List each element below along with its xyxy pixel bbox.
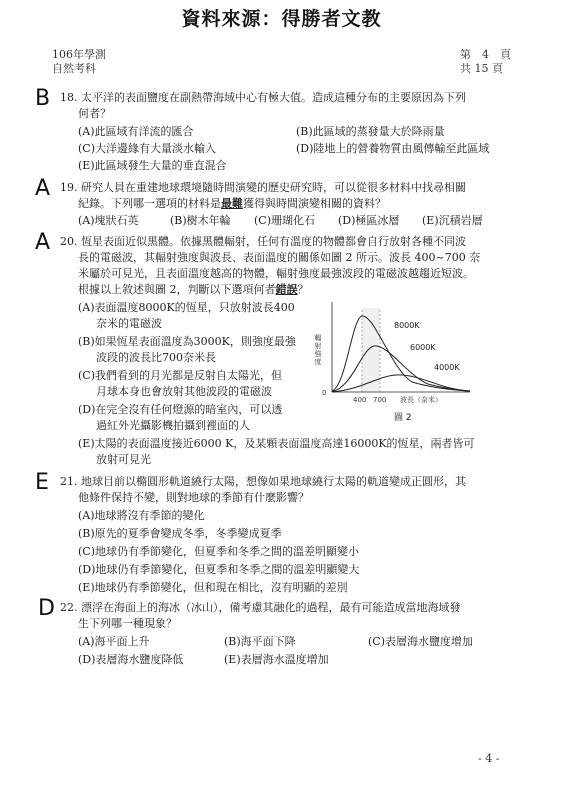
q20-stem-part3: ？ bbox=[297, 283, 309, 296]
handwritten-answer-22: D bbox=[38, 596, 55, 621]
q20-option-d-cont: 過紅外光攝影機拍攝到裡面的人 bbox=[96, 419, 250, 432]
q19-stem-part3: 獲得與時間演變相關的資料？ bbox=[243, 197, 386, 210]
q18-stem-cont: 何者？ bbox=[78, 107, 111, 120]
q22-option-d: (D)表層海水鹽度降低 bbox=[78, 653, 184, 666]
q21-option-a: (A)地球將沒有季節的變化 bbox=[78, 509, 205, 522]
q20-option-c-cont: 月球本身也會放射其他波段的電磁波 bbox=[96, 385, 272, 398]
q20-stem-line3: 米屬於可見光，且表面溫度越高的物體，輻射強度最強波段的電磁波越趨近短波。 bbox=[78, 267, 474, 280]
chart-xtick-400: 400 bbox=[353, 396, 367, 404]
q19-stem-part1: 紀錄。下列哪一選項的材料是 bbox=[78, 197, 221, 210]
legend-4000k: 4000K bbox=[434, 363, 460, 372]
q20-stem: 20. 恆星表面近似黑體。依據黑體輻射，任何有溫度的物體都會自行放射各種不同波 bbox=[60, 235, 466, 248]
source-banner: 資料來源：得勝者文教 bbox=[181, 8, 382, 30]
q19-stem-cont bbox=[78, 196, 386, 211]
q20-option-b: (B)如果恆星表面溫度為3000K，則強度最強 bbox=[78, 335, 296, 348]
q18-option-b: (B)此區域的蒸發量大於降雨量 bbox=[296, 125, 445, 138]
q19-option-e: (E)沉積岩層 bbox=[422, 214, 483, 227]
exam-subject: 自然考科 bbox=[52, 62, 96, 75]
q18-option-e: (E)此區域發生大量的垂直混合 bbox=[78, 159, 227, 172]
q20-option-e-cont: 放射可見光 bbox=[96, 453, 151, 466]
q21-stem-cont: 他條件保持不變，則對地球的季節有什麼影響？ bbox=[78, 491, 309, 504]
q20-emphasis: 錯誤 bbox=[275, 283, 298, 296]
handwritten-answer-20: A bbox=[35, 230, 51, 255]
q22-option-b: (B)海平面下降 bbox=[224, 635, 296, 648]
q20-option-b-cont: 波段的波長比700奈米長 bbox=[96, 351, 216, 364]
q19-option-a: (A)塊狀石英 bbox=[78, 214, 139, 227]
page-footer: - 4 - bbox=[478, 752, 500, 765]
exam-year: 106年學測 bbox=[52, 48, 106, 61]
chart-xlabel: 波長（奈米） bbox=[400, 396, 442, 404]
handwritten-answer-18: B bbox=[35, 86, 51, 111]
q19-emphasis: 最難 bbox=[221, 197, 243, 210]
legend-8000k: 8000K bbox=[394, 321, 420, 330]
q22-option-c: (C)表層海水鹽度增加 bbox=[368, 635, 473, 648]
q21-option-d: (D)地球仍有季節變化，但夏季和冬季之間的溫差明顯變大 bbox=[78, 563, 360, 576]
q20-option-e: (E)太陽的表面溫度接近6000 K，及某顆表面溫度高達16000K的恆星，兩者皆可 bbox=[78, 437, 475, 450]
chart-xtick-700: 700 bbox=[373, 396, 387, 404]
q22-option-e: (E)表層海水溫度增加 bbox=[224, 653, 329, 666]
q21-option-e: (E)地球仍有季節變化，但和現在相比，沒有明顯的差別 bbox=[78, 581, 348, 594]
legend-6000k: 6000K bbox=[410, 343, 436, 352]
q20-option-a: (A)表面溫度8000K的恆星，只放射波長400 bbox=[78, 301, 295, 314]
q18-stem: 18. 太平洋的表面鹽度在副熱帶海域中心有極大值。造成這種分布的主要原因為下列 bbox=[60, 91, 466, 104]
q21-option-c: (C)地球仍有季節變化，但夏季和冬季之間的溫差明顯變小 bbox=[78, 545, 359, 558]
page-number: 第 4 頁 bbox=[460, 48, 511, 61]
q18-option-a: (A)此區域有洋流的匯合 bbox=[78, 125, 194, 138]
figure-caption: 圖 2 bbox=[394, 413, 412, 423]
q18-option-c: (C)大洋邊緣有大量淡水輸入 bbox=[78, 142, 216, 155]
handwritten-answer-19: A bbox=[35, 176, 51, 201]
q19-stem: 19. 研究人員在重建地球環境隨時間演變的歷史研究時，可以從很多材料中找尋相關 bbox=[60, 181, 466, 194]
q20-stem-line2: 長的電磁波，其輻射強度與波長、表面溫度的關係如圖 2 所示。波長 400~700 奈 bbox=[78, 251, 481, 264]
chart-ytick-0: 0 bbox=[322, 389, 327, 397]
q20-option-c: (C)我們看到的月光都是反射自太陽光，但 bbox=[78, 369, 282, 382]
q20-option-a-cont: 奈米的電磁波 bbox=[96, 317, 162, 330]
page-total: 共 15 頁 bbox=[460, 62, 503, 75]
q22-option-a: (A)海平面上升 bbox=[78, 635, 150, 648]
q22-stem-cont: 生下列哪一種現象？ bbox=[78, 617, 177, 630]
q20-stem-part1: 根據以上敘述與圖 2，判斷以下選項何者 bbox=[78, 283, 276, 296]
q20-stem-line4 bbox=[78, 282, 309, 297]
q19-option-d: (D)極區冰層 bbox=[338, 214, 400, 227]
q19-option-b: (B)樹木年輪 bbox=[170, 214, 231, 227]
q19-option-c: (C)珊瑚化石 bbox=[254, 214, 315, 227]
q21-option-b: (B)原先的夏季會變成冬季，冬季變成夏季 bbox=[78, 527, 282, 540]
q18-option-d: (D)陸地上的營養物質由風傳輸至此區域 bbox=[296, 142, 490, 155]
blackbody-chart bbox=[310, 296, 480, 426]
handwritten-answer-21: E bbox=[35, 470, 49, 495]
chart-ylabel: 輻射強度 bbox=[314, 334, 322, 366]
q21-stem: 21. 地球目前以橢圓形軌道繞行太陽，想像如果地球繞行太陽的軌道變成正圓形，其 bbox=[60, 475, 466, 488]
q22-stem: 22. 漂浮在海面上的海冰（冰山），備考慮其融化的過程，最有可能造成當地海域發 bbox=[60, 601, 461, 614]
q20-option-d: (D)在完全沒有任何燈源的暗室內，可以透 bbox=[78, 403, 283, 416]
